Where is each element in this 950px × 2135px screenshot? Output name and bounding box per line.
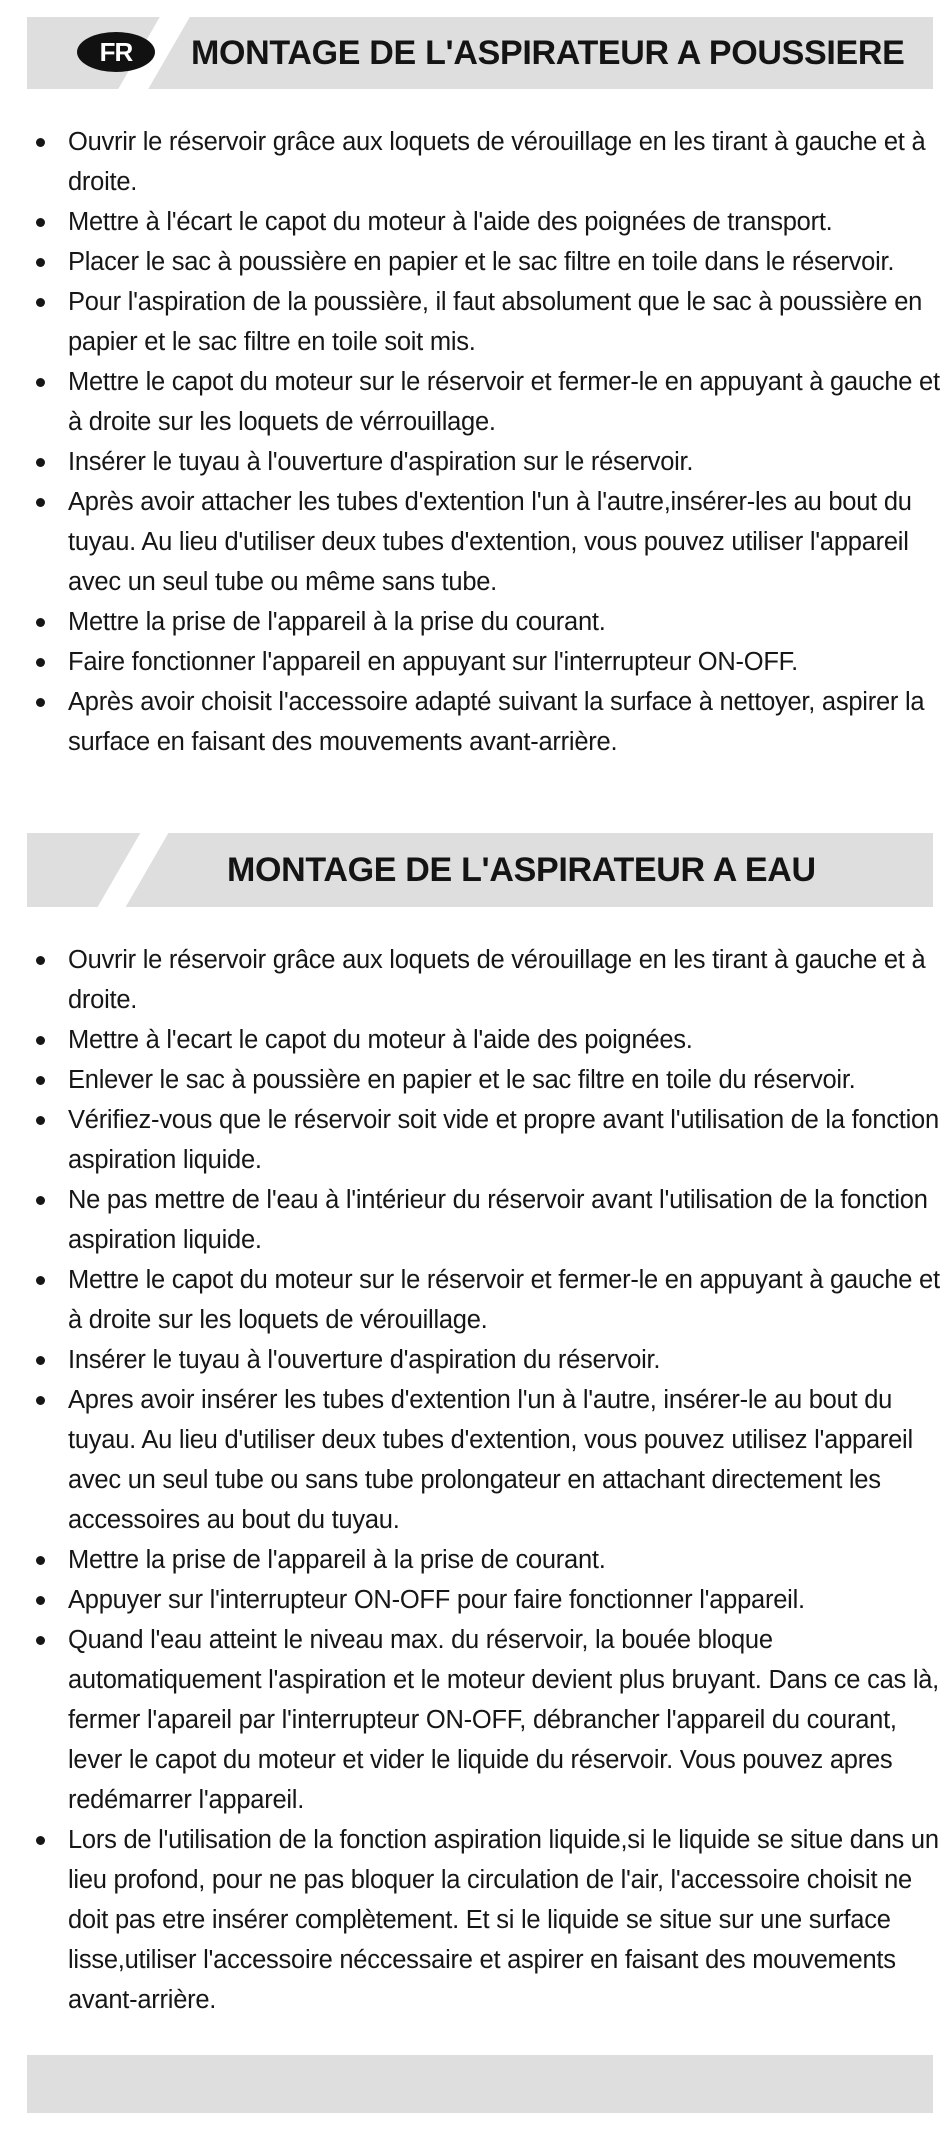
- list-item: Mettre à l'écart le capot du moteur à l'aide des poignées de transport.: [22, 202, 942, 242]
- list-item: Après avoir attacher les tubes d'extention l'un à l'autre,insérer-les au bout du tuyau. Au lieu d'utiliser deux tubes d'extention, vous pouvez utiliser l'appareil avec un seul tube ou même sans tube.: [22, 482, 942, 602]
- dust-section-title: MONTAGE DE L'ASPIRATEUR A POUSSIERE: [191, 33, 905, 72]
- dust-instructions-list: [22, 122, 942, 762]
- list-item: Appuyer sur l'interrupteur ON-OFF pour faire fonctionner l'appareil.: [22, 1580, 942, 1620]
- list-item: Ne pas mettre de l'eau à l'intérieur du réservoir avant l'utilisation de la fonction aspiration liquide.: [22, 1180, 942, 1260]
- list-item: Faire fonctionner l'appareil en appuyant sur l'interrupteur ON-OFF.: [22, 642, 942, 682]
- list-item: Insérer le tuyau à l'ouverture d'aspiration du réservoir.: [22, 1340, 942, 1380]
- list-item: Apres avoir insérer les tubes d'extention l'un à l'autre, insérer-le au bout du tuyau. Au lieu d'utiliser deux tubes d'extention, vous pouvez utilisez l'appareil avec un seul tube ou sans tube prolongateur en attachant directement les accessoires au bout du tuyau.: [22, 1380, 942, 1540]
- list-item: Ouvrir le réservoir grâce aux loquets de vérouillage en les tirant à gauche et à droite.: [22, 940, 942, 1020]
- list-item: Pour l'aspiration de la poussière, il faut absolument que le sac à poussière en papier et le sac filtre en toile soit mis.: [22, 282, 942, 362]
- water-instructions-list: [22, 940, 942, 2020]
- list-item: Mettre le capot du moteur sur le réservoir et fermer-le en appuyant à gauche et à droite sur les loquets de vérouillage.: [22, 1260, 942, 1340]
- header-slash-divider: [98, 833, 169, 907]
- list-item: Placer le sac à poussière en papier et le sac filtre en toile dans le réservoir.: [22, 242, 942, 282]
- water-section-title: MONTAGE DE L'ASPIRATEUR A EAU: [227, 850, 816, 889]
- water-section-header: [27, 833, 933, 907]
- list-item: Après avoir choisit l'accessoire adapté suivant la surface à nettoyer, aspirer la surface en faisant des mouvements avant-arrière.: [22, 682, 942, 762]
- list-item: Quand l'eau atteint le niveau max. du réservoir, la bouée bloque automatiquement l'aspiration et le moteur devient plus bruyant. Dans ce cas là, fermer l'apareil par l'interrupteur ON-OFF, débrancher l'appareil du courant, lever le capot du moteur et vider le liquide du réservoir. Vous pouvez apres redémarrer l'appareil.: [22, 1620, 942, 1820]
- dust-section-header: [27, 17, 933, 89]
- list-item: Ouvrir le réservoir grâce aux loquets de vérouillage en les tirant à gauche et à droite.: [22, 122, 942, 202]
- list-item: Lors de l'utilisation de la fonction aspiration liquide,si le liquide se situe dans un lieu profond, pour ne pas bloquer la circulation de l'air, l'accessoire choisit ne doit pas etre insérer complètement. Et si le liquide se situe sur une surface lisse,utiliser l'accessoire néccessaire et aspirer en faisant des mouvements avant-arrière.: [22, 1820, 942, 2020]
- list-item: Enlever le sac à poussière en papier et le sac filtre en toile du réservoir.: [22, 1060, 942, 1100]
- list-item: Insérer le tuyau à l'ouverture d'aspiration sur le réservoir.: [22, 442, 942, 482]
- list-item: Mettre à l'ecart le capot du moteur à l'aide des poignées.: [22, 1020, 942, 1060]
- list-item: Mettre la prise de l'appareil à la prise de courant.: [22, 1540, 942, 1580]
- footer-bar: [27, 2055, 933, 2113]
- language-badge: FR: [77, 32, 155, 72]
- list-item: Mettre la prise de l'appareil à la prise du courant.: [22, 602, 942, 642]
- list-item: Mettre le capot du moteur sur le réservoir et fermer-le en appuyant à gauche et à droite sur les loquets de vérrouillage.: [22, 362, 942, 442]
- list-item: Vérifiez-vous que le réservoir soit vide et propre avant l'utilisation de la fonction aspiration liquide.: [22, 1100, 942, 1180]
